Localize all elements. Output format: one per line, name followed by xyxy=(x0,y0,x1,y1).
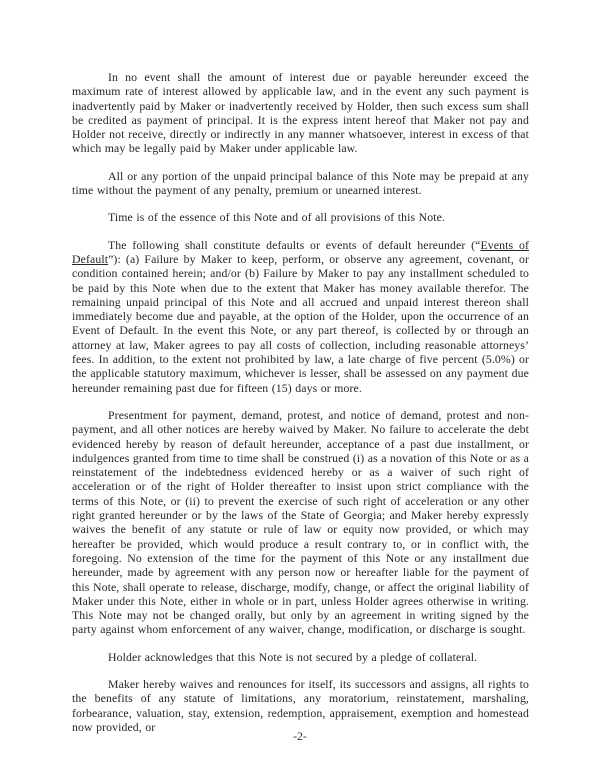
page-number: -2- xyxy=(293,728,307,743)
events-of-default-pre-text: The following shall constitute defaults or events of default hereunder (“ xyxy=(108,237,481,252)
paragraph-waiver-of-statutes: Maker hereby waives and renounces for itself, its successors and assigns, all rights to the benefits of any statute of limitations, any moratorium, reinstatement, marshaling, forbearance, valuation, stay, extension, redemption, appraisement, exemption and homestead now provided, or xyxy=(72,676,529,734)
paragraph-waiver-of-presentment: Presentment for payment, demand, protest, and notice of demand, protest and non-payment, and all other notices are hereby waived by Maker. No failure to accelerate the debt evidenced hereby by reason of default hereunder, acceptance of a past due installment, or indulgences granted from time to time shall be construed (i) as a novation of this Note or as a reinstatement of the indebtedness evidenced hereby or as a waiver of such right of acceleration or of the right of Holder thereafter to insist upon strict compliance with the terms of this Note, or (ii) to prevent the exercise of such right of acceleration or any other right granted hereunder or by the laws of the State of Georgia; and Maker hereby expressly waives the benefit of any statute or rule of law or equity now provided, or which may hereafter be provided, which would produce a result contrary to, or in conflict with, the foregoing. No extension of the time for the payment of this Note or any installment due hereunder, made by agreement with any person now or hereafter liable for the payment of this Note, shall operate to release, discharge, modify, change, or affect the original liability of Maker under this Note, either in whole or in part, unless Holder agrees otherwise in writing. This Note may not be changed orally, but only by an agreement in writing signed by the party against whom enforcement of any waiver, change, modification, or discharge is sought. xyxy=(72,407,529,637)
paragraph-prepayment: All or any portion of the unpaid principal balance of this Note may be prepaid at any time without the payment of any penalty, premium or unearned interest. xyxy=(72,168,529,198)
events-of-default-post-text: ”): (a) Failure by Maker to keep, perform, or observe any agreement, covenant, or condition contained herein; and/or (b) Failure by Maker to pay any installment scheduled to be paid by this Note when due to the extent that Maker has money available therefor. The remaining unpaid principal of this Note and all accrued and unpaid interest thereon shall immediately become due and payable, at the option of the Holder, upon the occurrence of an Event of Default. In the event this Note, or any part thereof, is collected by or through an attorney at law, Maker agrees to pay all costs of collection, including reasonable attorneys’ fees. In addition, to the extent not prohibited by law, a late charge of five percent (5.0%) or the applicable statutory maximum, whichever is lesser, shall be assessed on any payment due hereunder remaining past due for fifteen (15) days or more. xyxy=(72,251,529,395)
paragraph-events-of-default xyxy=(72,238,529,395)
paragraph-no-collateral: Holder acknowledges that this Note is not secured by a pledge of collateral. xyxy=(108,649,478,664)
paragraph-time-of-essence: Time is of the essence of this Note and of all provisions of this Note. xyxy=(108,210,445,225)
events-of-default-defined-term: Events of Default xyxy=(72,237,529,266)
paragraph-interest-limit: In no event shall the amount of interest due or payable hereunder exceed the maximum rate of interest allowed by applicable law, and in the event any such payment is inadvertently paid by Maker or inadvertently received by Holder, then such excess sum shall be credited as payment of principal. It is the express intent hereof that Maker not pay and Holder not receive, directly or indirectly in any manner whatsoever, interest in excess of that which may be legally paid by Maker under applicable law. xyxy=(72,70,529,156)
